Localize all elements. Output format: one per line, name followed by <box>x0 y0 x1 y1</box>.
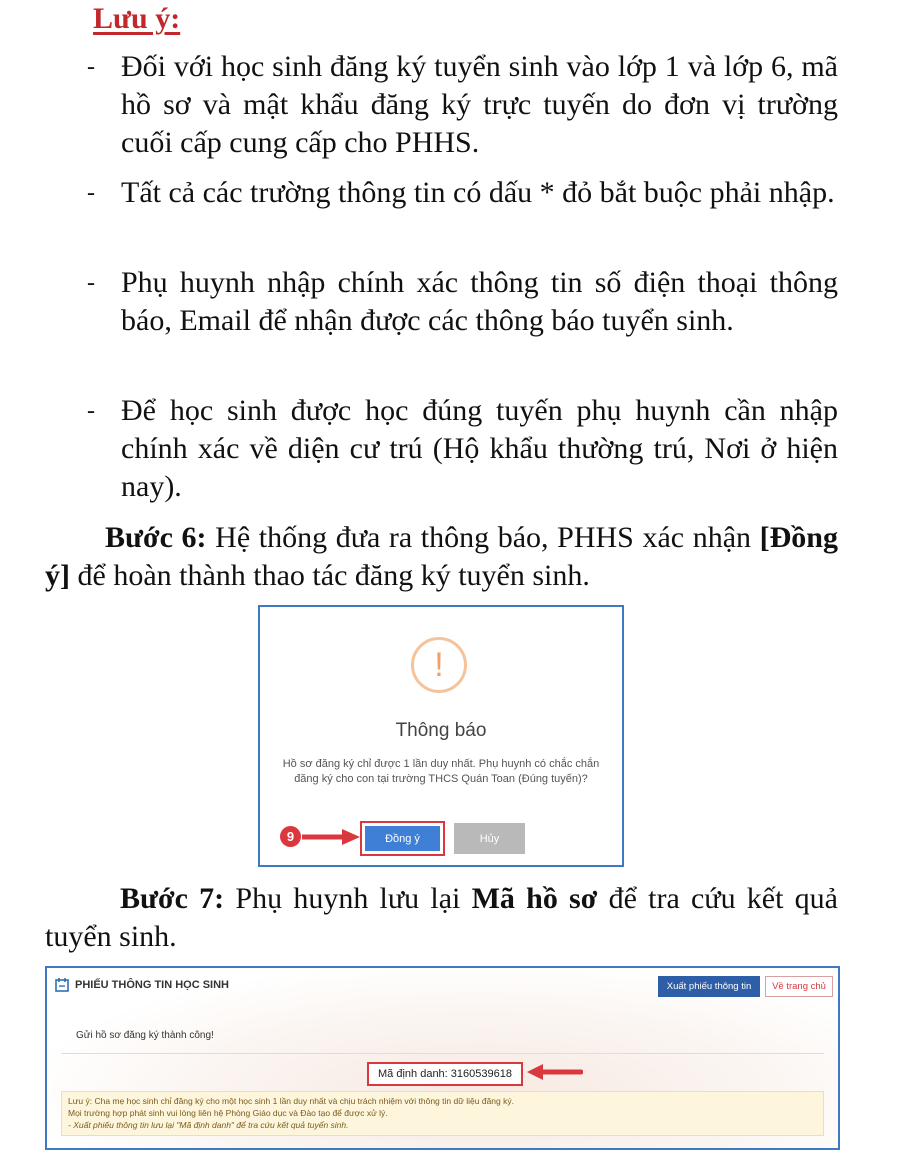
step-6-text: Hệ thống đưa ra thông báo, PHHS xác nhận <box>206 521 760 554</box>
step-7-text-end: để tra cứu kết quả tuyển sinh. <box>45 882 838 953</box>
step-6-label: Bước 6: <box>105 521 207 554</box>
note-item-1 <box>87 48 838 162</box>
student-id-box: Mã định danh: 3160539618 <box>367 1062 523 1086</box>
success-message: Gửi hồ sơ đăng ký thành công! <box>76 1030 214 1041</box>
warning-icon: ! <box>411 637 467 693</box>
panel-title: PHIẾU THÔNG TIN HỌC SINH <box>75 979 230 991</box>
step-badge: 9 <box>280 826 301 847</box>
bullet: - <box>87 180 95 206</box>
arrow-right-icon <box>302 828 360 846</box>
bullet: - <box>87 54 95 80</box>
cancel-button[interactable]: Hủy <box>454 823 525 854</box>
home-button[interactable]: Về trang chủ <box>765 976 833 997</box>
step-6-text-end: để hoàn thành thao tác đăng ký tuyển sinh. <box>70 559 590 592</box>
note-item-2 <box>87 174 838 212</box>
note-text: Phụ huynh nhập chính xác thông tin số điện thoại thông báo, Email để nhận được các thông báo tuyển sinh. <box>121 266 838 337</box>
step-7-label: Bước 7: <box>120 882 225 915</box>
note-text: Đối với học sinh đăng ký tuyển sinh vào lớp 1 và lớp 6, mã hồ sơ và mật khẩu đăng ký trực tuyến do đơn vị trường cuối cấp cung cấp cho PHHS. <box>121 50 838 159</box>
dialog-title: Thông báo <box>395 720 487 741</box>
note-heading: Lưu ý: <box>93 2 181 35</box>
bullet: - <box>87 270 95 296</box>
notice-line: - Xuất phiếu thông tin lưu lại "Mã định danh" để tra cứu kết quả tuyển sinh. <box>68 1120 349 1130</box>
dialog-message: Hồ sơ đăng ký chỉ được 1 lần duy nhất. Phụ huynh có chắc chắn đăng ký cho con tại trường THCS Quán Toan (Đúng tuyến)? <box>282 758 600 785</box>
export-info-button[interactable]: Xuất phiếu thông tin <box>658 976 760 997</box>
notice-box <box>61 1091 824 1136</box>
bullet: - <box>87 398 95 424</box>
arrow-left-icon <box>527 1063 583 1081</box>
note-text: Để học sinh được học đúng tuyến phụ huynh cần nhập chính xác về diện cư trú (Hộ khẩu thường trú, Nơi ở hiện nay). <box>121 394 838 503</box>
note-text: Tất cả các trường thông tin có dấu * đỏ bắt buộc phải nhập. <box>121 176 835 209</box>
notice-line: Mọi trường hợp phát sinh vui lòng liên hệ Phòng Giáo dục và Đào tạo để được xử lý. <box>68 1108 388 1118</box>
step-7-bold: Mã hồ sơ <box>471 882 598 915</box>
note-item-3 <box>87 264 838 340</box>
note-item-4 <box>87 392 838 506</box>
notice-line: Lưu ý: Cha mẹ học sinh chỉ đăng ký cho một học sinh 1 lần duy nhất và chịu trách nhiệm với thông tin dữ liệu đăng ký. <box>68 1096 514 1106</box>
student-info-panel <box>45 966 840 1150</box>
confirm-button-highlight <box>360 821 445 856</box>
step-7-paragraph <box>45 880 838 956</box>
step-6-bold: [Đồng ý] <box>45 521 838 592</box>
divider <box>61 1053 824 1054</box>
confirm-dialog <box>258 605 624 867</box>
confirm-button[interactable]: Đồng ý <box>365 826 440 851</box>
step-6-paragraph <box>45 519 838 595</box>
step-7-text: Phụ huynh lưu lại <box>224 882 472 915</box>
form-icon <box>55 978 70 992</box>
